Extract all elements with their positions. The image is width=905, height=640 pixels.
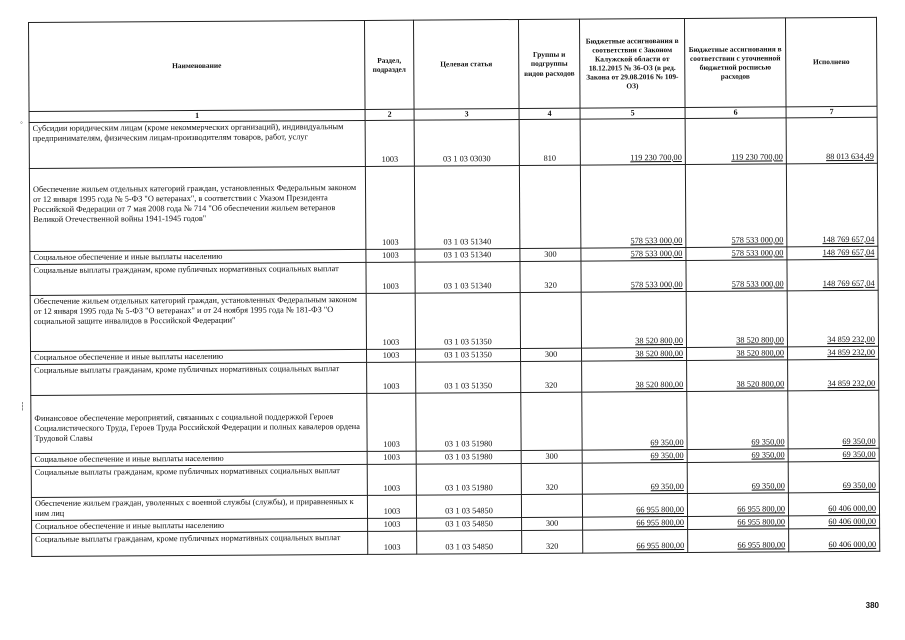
row-budget-revised: 66 955 800,00	[687, 493, 788, 517]
row-budget-law: 66 955 800,00	[582, 494, 687, 518]
row-budget-law: 578 533 000,00	[581, 260, 686, 292]
row-group	[521, 392, 582, 450]
table-row	[29, 163, 877, 251]
row-section: 1003	[365, 166, 415, 249]
row-target: 03 1 03 03030	[414, 119, 519, 166]
row-budget-revised: 578 533 000,00	[685, 164, 787, 248]
row-name: Субсидии юридическим лицам (кроме некоммерческих организаций), индивидуальным предпринимателям, физическим лицам-производителям товаров, работ, услуг	[29, 120, 365, 168]
row-section: 1003	[367, 349, 416, 362]
header-executed: Исполнено	[785, 17, 877, 107]
document-page	[28, 17, 879, 558]
row-target: 03 1 03 51350	[416, 361, 521, 393]
row-budget-law: 69 350,00	[582, 391, 687, 450]
row-name: Социальное обеспечение и иные выплаты населению	[31, 451, 367, 466]
row-budget-law: 119 230 700,00	[580, 118, 685, 165]
row-budget-law: 69 350,00	[582, 463, 687, 495]
binding-mark: ┆	[20, 402, 25, 411]
header-target: Целевая статья	[413, 20, 519, 110]
row-target: 03 1 03 51350	[416, 348, 521, 362]
row-budget-revised: 69 350,00	[687, 449, 788, 463]
row-budget-revised: 38 520 800,00	[686, 291, 787, 348]
row-group: 320	[521, 463, 582, 494]
row-group: 320	[522, 531, 583, 554]
row-target: 03 1 03 51980	[416, 464, 521, 496]
header-groups: Группы и подгруппы видов расходов	[518, 19, 580, 108]
row-budget-revised: 578 533 000,00	[686, 260, 787, 292]
row-name: Социальное обеспечение и иные выплаты населению	[31, 349, 367, 364]
row-budget-revised: 66 955 800,00	[688, 529, 789, 553]
row-budget-law: 69 350,00	[582, 449, 687, 463]
table-row	[31, 359, 879, 395]
column-number: 6	[685, 107, 786, 118]
row-executed: 34 859 232,00	[787, 346, 878, 360]
budget-table	[28, 17, 880, 558]
row-executed: 148 769 657,04	[787, 259, 878, 291]
row-budget-revised: 66 955 800,00	[688, 516, 789, 530]
row-group	[521, 494, 582, 518]
row-executed: 148 769 657,04	[786, 163, 878, 247]
row-section: 1003	[367, 451, 416, 464]
table-row	[29, 117, 877, 168]
page-number: 380	[865, 601, 879, 610]
table-row	[32, 529, 880, 557]
row-budget-revised: 38 520 800,00	[687, 360, 788, 392]
binding-mark: ◦	[20, 118, 23, 127]
row-executed: 34 859 232,00	[787, 290, 878, 347]
column-number: 5	[580, 107, 685, 118]
column-number: 7	[786, 106, 877, 117]
row-group	[519, 165, 581, 248]
table-row	[30, 290, 878, 351]
row-section: 1003	[367, 495, 416, 519]
row-budget-revised: 38 520 800,00	[686, 347, 787, 361]
row-target: 03 1 03 51340	[415, 248, 520, 262]
row-group: 320	[521, 361, 582, 392]
row-section: 1003	[366, 249, 415, 262]
row-target: 03 1 03 51340	[415, 261, 520, 293]
row-section: 1003	[367, 393, 416, 451]
column-number: 2	[365, 109, 414, 120]
row-name: Социальные выплаты гражданам, кроме публичных нормативных социальных выплат	[32, 532, 368, 557]
row-section: 1003	[365, 120, 414, 166]
row-target: 03 1 03 54850	[417, 531, 522, 555]
column-number: 1	[29, 109, 365, 122]
row-target: 03 1 03 54850	[416, 495, 521, 519]
table-row	[31, 390, 879, 453]
row-target: 03 1 03 54850	[417, 518, 522, 532]
table-row	[30, 259, 878, 295]
row-budget-law: 38 520 800,00	[582, 347, 687, 361]
row-name	[31, 393, 367, 453]
row-group	[520, 292, 581, 348]
row-name-text: Финансовое обеспечение мероприятий, связанных с социальной поддержкой Героев Социалистического Труда, Героев Труда Российской Федерации и полных кавалеров ордена Трудовой Славы	[34, 412, 360, 444]
row-budget-revised: 69 350,00	[687, 462, 788, 494]
row-group: 300	[521, 348, 582, 361]
row-name	[29, 166, 366, 251]
row-executed: 69 350,00	[788, 448, 879, 462]
row-target: 03 1 03 51350	[415, 292, 520, 349]
row-executed: 148 769 657,04	[787, 246, 878, 260]
row-name: Социальные выплаты гражданам, кроме публичных нормативных социальных выплат	[31, 362, 367, 395]
row-target: 03 1 03 51980	[416, 450, 521, 464]
row-budget-law: 38 520 800,00	[582, 360, 687, 392]
row-executed: 60 406 000,00	[789, 516, 880, 530]
row-executed: 34 859 232,00	[788, 359, 879, 391]
row-name: Обеспечение жильем отдельных категорий граждан, установленных Федеральным законом от 12 января 1995 года № 5-ФЗ "О ветеранах" и от 24 ноября 1995 года № 181-ФЗ "О социальной защите инвалидов в Российской Федерации"	[30, 293, 366, 351]
header-budget-revised: Бюджетные ассигнования в соответствии с уточненной бюджетной росписью расходов	[684, 18, 786, 108]
row-name: Социальные выплаты гражданам, кроме публичных нормативных социальных выплат	[30, 262, 366, 295]
row-group: 810	[519, 119, 580, 165]
row-name: Социальное обеспечение и иные выплаты населению	[30, 249, 366, 264]
row-group: 320	[520, 261, 581, 292]
table-header-row	[29, 17, 878, 111]
row-budget-law: 578 533 000,00	[580, 164, 686, 248]
row-executed: 69 350,00	[788, 390, 879, 449]
row-section: 1003	[368, 532, 417, 555]
row-group: 300	[522, 517, 583, 530]
column-number: 4	[519, 108, 580, 119]
row-target: 03 1 03 51340	[414, 165, 520, 249]
row-target: 03 1 03 51980	[416, 392, 521, 451]
row-name-text: Обеспечение жильем отдельных категорий граждан, установленных Федеральным законом от 12 января 1995 года № 5-ФЗ "О ветеранах", в соответствии с Указом Президента Российской Федерации от 7 мая 2008 года № 714 "Об обеспечении жильем ветеранов Великой Отечественной войны 1941-1945 годов"	[32, 182, 357, 225]
row-name: Обеспечение жильем граждан, уволенных с военной службы (службы), и приравненных к ним лиц	[31, 496, 367, 521]
row-executed: 60 406 000,00	[788, 492, 879, 516]
row-section: 1003	[366, 293, 415, 349]
row-budget-revised: 69 350,00	[687, 391, 788, 450]
row-section: 1003	[367, 362, 416, 393]
row-group: 300	[520, 248, 581, 261]
row-budget-law: 578 533 000,00	[581, 247, 686, 261]
header-name: Наименование	[29, 20, 366, 111]
row-name: Социальные выплаты гражданам, кроме публичных нормативных социальных выплат	[31, 465, 367, 498]
row-budget-law: 66 955 800,00	[583, 517, 688, 531]
table-row	[31, 461, 879, 497]
row-executed: 69 350,00	[788, 461, 879, 493]
column-number: 3	[414, 109, 519, 120]
row-executed: 60 406 000,00	[789, 529, 880, 553]
row-section: 1003	[367, 464, 416, 495]
row-budget-revised: 119 230 700,00	[685, 118, 786, 165]
row-group: 300	[521, 450, 582, 463]
row-executed: 88 013 634,49	[786, 117, 877, 164]
row-budget-revised: 578 533 000,00	[686, 247, 787, 261]
row-budget-law: 66 955 800,00	[583, 530, 688, 554]
row-section: 1003	[368, 518, 417, 531]
row-name: Социальное обеспечение и иные выплаты населению	[32, 519, 368, 534]
header-section: Раздел, подраздел	[364, 20, 414, 109]
row-section: 1003	[366, 262, 415, 293]
row-budget-law: 38 520 800,00	[581, 291, 686, 348]
header-budget-law: Бюджетные ассигнования в соответствии с Законом Калужской области от 18.12.2015 № 36-ОЗ (в ред. Закона от 29.08.2016 № 109-ОЗ)	[579, 18, 685, 108]
